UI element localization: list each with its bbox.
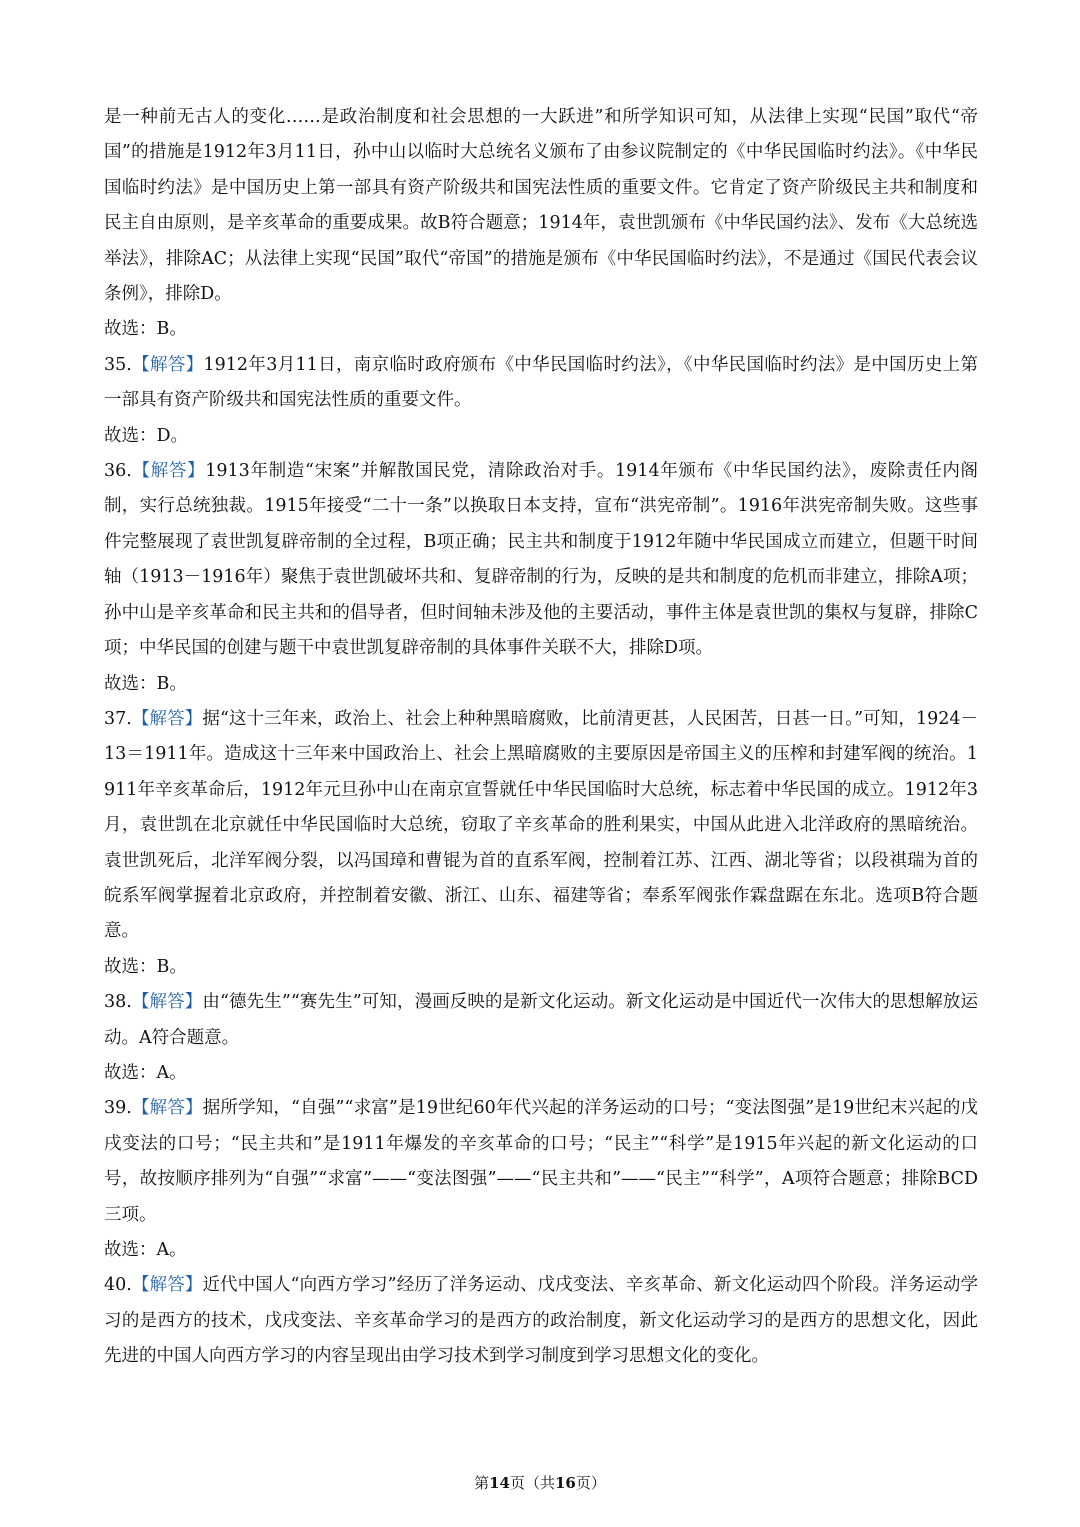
answer-number: 40. — [104, 1275, 132, 1296]
answer-tag: 【解答】 — [131, 1098, 203, 1119]
answer-39-choice: 故选：A。 — [104, 1240, 187, 1260]
footer-middle: 页（共 — [509, 1474, 555, 1492]
answer-number: 38. — [104, 992, 132, 1013]
footer-suffix: 页） — [575, 1474, 606, 1492]
footer-prefix: 第 — [474, 1474, 490, 1492]
answer-text: 近代中国人“向西方学习”经历了洋务运动、戊戌变法、辛亥革命、新文化运动四个阶段。洋务运动学习的是西方的技术，戊戌变法、辛亥革命学习的是西方的政治制度，新文化运动学习的是西方的思想文化，因此先进的中国人向西方学习的内容呈现出由学习技术到学习制度到学习思想文化的变化。 — [104, 1275, 979, 1367]
answer-38 — [104, 985, 978, 1056]
answer-39 — [104, 1091, 978, 1233]
answer-37-choice: 故选：B。 — [104, 956, 187, 977]
page-footer — [0, 1472, 1080, 1493]
answer-text: 据所学知，“自强”“求富”是19世纪60年代兴起的洋务运动的口号；“变法图强”是19世纪末兴起的戊戌变法的口号；“民主共和”是1911年爆发的辛亥革命的口号；“民主”“科学”是1915年兴起的新文化运动的口号，故按顺序排列为“自强”“求富”——“变法图强”——“民主共和”——“民主”“科学”，A项符合题意；排除BCD三项。 — [104, 1098, 979, 1225]
answer-38-choice: 故选：A。 — [104, 1062, 187, 1083]
answer-tag: 【解答】 — [131, 1275, 203, 1296]
footer-total-pages: 16 — [555, 1474, 576, 1492]
answer-number: 39. — [104, 1098, 132, 1119]
continuation-paragraph: 是一种前无古人的变化……是政治制度和社会思想的一大跃进”和所学知识可知，从法律上实现“民国”取代“帝国”的措施是1912年3月11日，孙中山以临时大总统名义颁布了由参议院制定的《中华民国临时约法》。《中华民国临时约法》是中国历史上第一部具有资产阶级共和国宪法性质的重要文件。它肯定了资产阶级民主共和制度和民主自由原则，是辛亥革命的重要成果。故B符合题意；1914年，袁世凯颁布《中华民国约法》、发布《大总统选举法》，排除AC；从法律上实现“民国”取代“帝国”的措施是颁布《中华民国临时约法》，不是通过《国民代表会议条例》，排除D。 — [104, 107, 978, 305]
answer-40 — [104, 1268, 978, 1374]
answer-number: 36. — [104, 461, 132, 482]
answer-tag: 【解答】 — [131, 354, 204, 375]
document-body — [104, 100, 978, 1375]
footer-page-number: 14 — [489, 1474, 510, 1492]
answer-number: 37. — [104, 708, 132, 729]
answer-text: 1913年制造“宋案”并解散国民党，清除政治对手。1914年颁布《中华民国约法》，废除责任内阁制，实行总统独裁。1915年接受“二十一条”以换取日本支持，宣布“洪宪帝制”。1916年洪宪帝制失败。这些事件完整展现了袁世凯复辟帝制的全过程，B项正确；民主共和制度于1912年随中华民国成立而建立，但题干时间轴（1913－1916年）聚焦于袁世凯破坏共和、复辟帝制的行为，反映的是共和制度的危机而非建立，排除A项；孙中山是辛亥革命和民主共和的倡导者，但时间轴未涉及他的主要活动，事件主体是袁世凯的集权与复辟，排除C项；中华民国的创建与题干中袁世凯复辟帝制的具体事件关联不大，排除D项。 — [104, 461, 979, 659]
answer-number: 35. — [104, 354, 132, 375]
answer-text: 1912年3月11日，南京临时政府颁布《中华民国临时约法》，《中华民国临时约法》是中国历史上第一部具有资产阶级共和国宪法性质的重要文件。 — [104, 354, 978, 411]
answer-tag: 【解答】 — [131, 992, 203, 1013]
answer-tag: 【解答】 — [131, 708, 203, 729]
answer-36 — [104, 454, 978, 666]
answer-35 — [104, 348, 978, 419]
answer-tag: 【解答】 — [131, 461, 206, 482]
continuation-choice: 故选：B。 — [104, 319, 187, 340]
answer-36-choice: 故选：B。 — [104, 673, 187, 694]
answer-text: 据“这十三年来，政治上、社会上种种黑暗腐败，比前清更甚，人民困苦，日甚一日。”可知，1924－13＝1911年。造成这十三年来中国政治上、社会上黑暗腐败的主要原因是帝国主义的压榨和封建军阀的统治。1911年辛亥革命后，1912年元旦孙中山在南京宣誓就任中华民国临时大总统，标志着中华民国的成立。1912年3月，袁世凯在北京就任中华民国临时大总统，窃取了辛亥革命的胜利果实，中国从此进入北洋政府的黑暗统治。袁世凯死后，北洋军阀分裂，以冯国璋和曹锟为首的直系军阀，控制着江苏、江西、湖北等省；以段祺瑞为首的皖系军阀掌握着北京政府，并控制着安徽、浙江、山东、福建等省；奉系军阀张作霖盘踞在东北。选项B符合题意。 — [104, 708, 978, 942]
answer-35-choice: 故选：D。 — [104, 425, 189, 446]
answer-text: 由“德先生”“赛先生”可知，漫画反映的是新文化运动。新文化运动是中国近代一次伟大的思想解放运动。A符合题意。 — [104, 992, 978, 1048]
answer-37 — [104, 702, 978, 950]
